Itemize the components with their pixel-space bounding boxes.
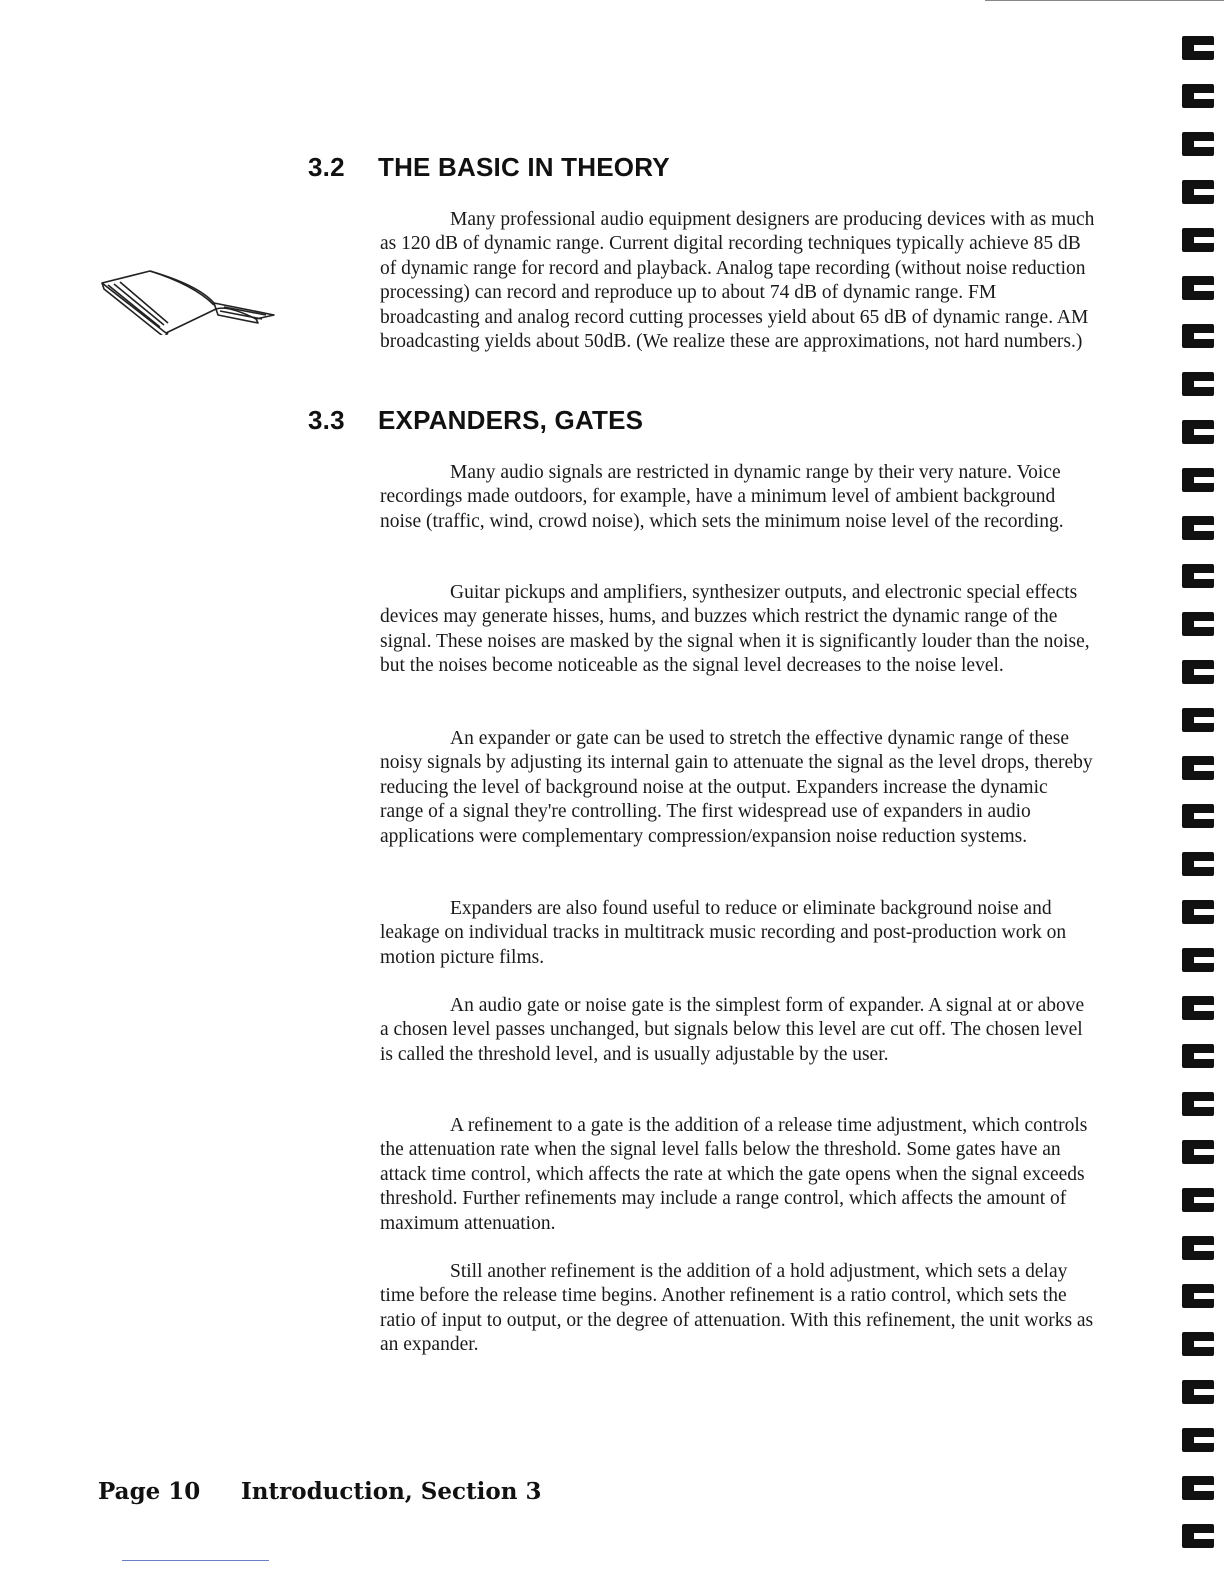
binding-ring: [1182, 1428, 1216, 1452]
binding-ring: [1182, 324, 1216, 348]
paragraph-3-2-1: Many professional audio equipment designers are producing devices with as much as 120 dB of dynamic range. Current digital recording techniques typically achieve 85 dB of dynamic range for record and playback. Analog tape recording (without noise reduction processing) can record and reproduce up to about 74 dB of dynamic range. FM broadcasting and analog record cutting processes yield about 65 dB of dynamic range. AM broadcasting yields about 50dB. (We realize these are approximations, not hard numbers.): [380, 209, 1095, 353]
binding-ring: [1182, 276, 1216, 300]
paragraph-3-3-3: An expander or gate can be used to stretch the effective dynamic range of these noisy signals by adjusting its internal gain to attenuate the signal as the level drops, thereby reducing the level of background noise at the output. Expanders increase the dynamic range of a signal they're controlling. The first widespread use of expanders in audio applications were complementary compression/expansion noise reduction systems.: [380, 728, 1093, 847]
binding-ring: [1182, 756, 1216, 780]
binding-ring: [1182, 132, 1216, 156]
open-book-icon: [98, 255, 278, 335]
binding-ring: [1182, 708, 1216, 732]
binding-ring: [1182, 948, 1216, 972]
footer-section-label: Introduction, Section 3: [241, 1478, 542, 1505]
paragraph-3-3-7: Still another refinement is the addition of a hold adjustment, which sets a delay time before the release time begins. Another refinement is a ratio control, which sets the ratio of input to output, or the degree of attenuation. With this refinement, the unit works as an expander.: [380, 1261, 1094, 1356]
paragraph-3-3-6: A refinement to a gate is the addition of a release time adjustment, which controls the attenuation rate when the signal level falls below the threshold. Some gates have an attack time control, which affects the rate at which the gate opens when the signal exceeds threshold. Further refinements may include a range control, which affects the amount of maximum attenuation.: [380, 1115, 1088, 1234]
binding-ring: [1182, 1332, 1216, 1356]
binding-ring: [1182, 228, 1216, 252]
section-number: 3.3: [308, 405, 345, 435]
binding-ring: [1182, 1092, 1216, 1116]
binding-ring: [1182, 516, 1216, 540]
binding-ring: [1182, 84, 1216, 108]
binding-ring: [1182, 180, 1216, 204]
binding-ring: [1182, 1524, 1216, 1548]
binding-ring: [1182, 1284, 1216, 1308]
section-title: THE BASIC IN THEORY: [378, 152, 670, 182]
binding-ring: [1182, 564, 1216, 588]
binding-ring: [1182, 660, 1216, 684]
section-number: 3.2: [308, 152, 345, 182]
binding-ring: [1182, 468, 1216, 492]
binding-ring: [1182, 1140, 1216, 1164]
binding-ring: [1182, 36, 1216, 60]
paragraph-3-3-4: Expanders are also found useful to reduce or eliminate background noise and leakage on individual tracks in multitrack music recording and post-production work on motion picture films.: [380, 898, 1067, 968]
bottom-rule: [122, 1560, 269, 1561]
binding-ring: [1182, 852, 1216, 876]
binding-ring: [1182, 1476, 1216, 1500]
binding-ring: [1182, 996, 1216, 1020]
page-number: Page 10: [98, 1478, 201, 1505]
paragraph-3-3-2: Guitar pickups and amplifiers, synthesizer outputs, and electronic special effects devices may generate hisses, hums, and buzzes which restrict the dynamic range of the signal. These noises are masked by the signal when it is significantly louder than the noise, but the noises become noticeable as the signal level decreases to the noise level.: [380, 582, 1090, 677]
section-title: EXPANDERS, GATES: [378, 405, 644, 435]
binding-ring: [1182, 1044, 1216, 1068]
section-heading-3-3: [308, 405, 643, 436]
binding-ring: [1182, 420, 1216, 444]
binding-ring: [1182, 1236, 1216, 1260]
top-page-edge: [985, 0, 1224, 1]
binding-ring: [1182, 1188, 1216, 1212]
spiral-binding: [1172, 30, 1224, 1550]
binding-ring: [1182, 900, 1216, 924]
binding-ring: [1182, 612, 1216, 636]
paragraph-3-3-5: An audio gate or noise gate is the simplest form of expander. A signal at or above a chosen level passes unchanged, but signals below this level are cut off. The chosen level is called the threshold level, and is usually adjustable by the user.: [380, 995, 1085, 1065]
page-footer: [98, 1478, 542, 1505]
binding-ring: [1182, 804, 1216, 828]
binding-ring: [1182, 372, 1216, 396]
binding-ring: [1182, 1380, 1216, 1404]
section-heading-3-2: [308, 152, 670, 183]
paragraph-3-3-1: Many audio signals are restricted in dynamic range by their very nature. Voice recordings made outdoors, for example, have a minimum level of ambient background noise (traffic, wind, crowd noise), which sets the minimum noise level of the recording.: [380, 462, 1064, 532]
